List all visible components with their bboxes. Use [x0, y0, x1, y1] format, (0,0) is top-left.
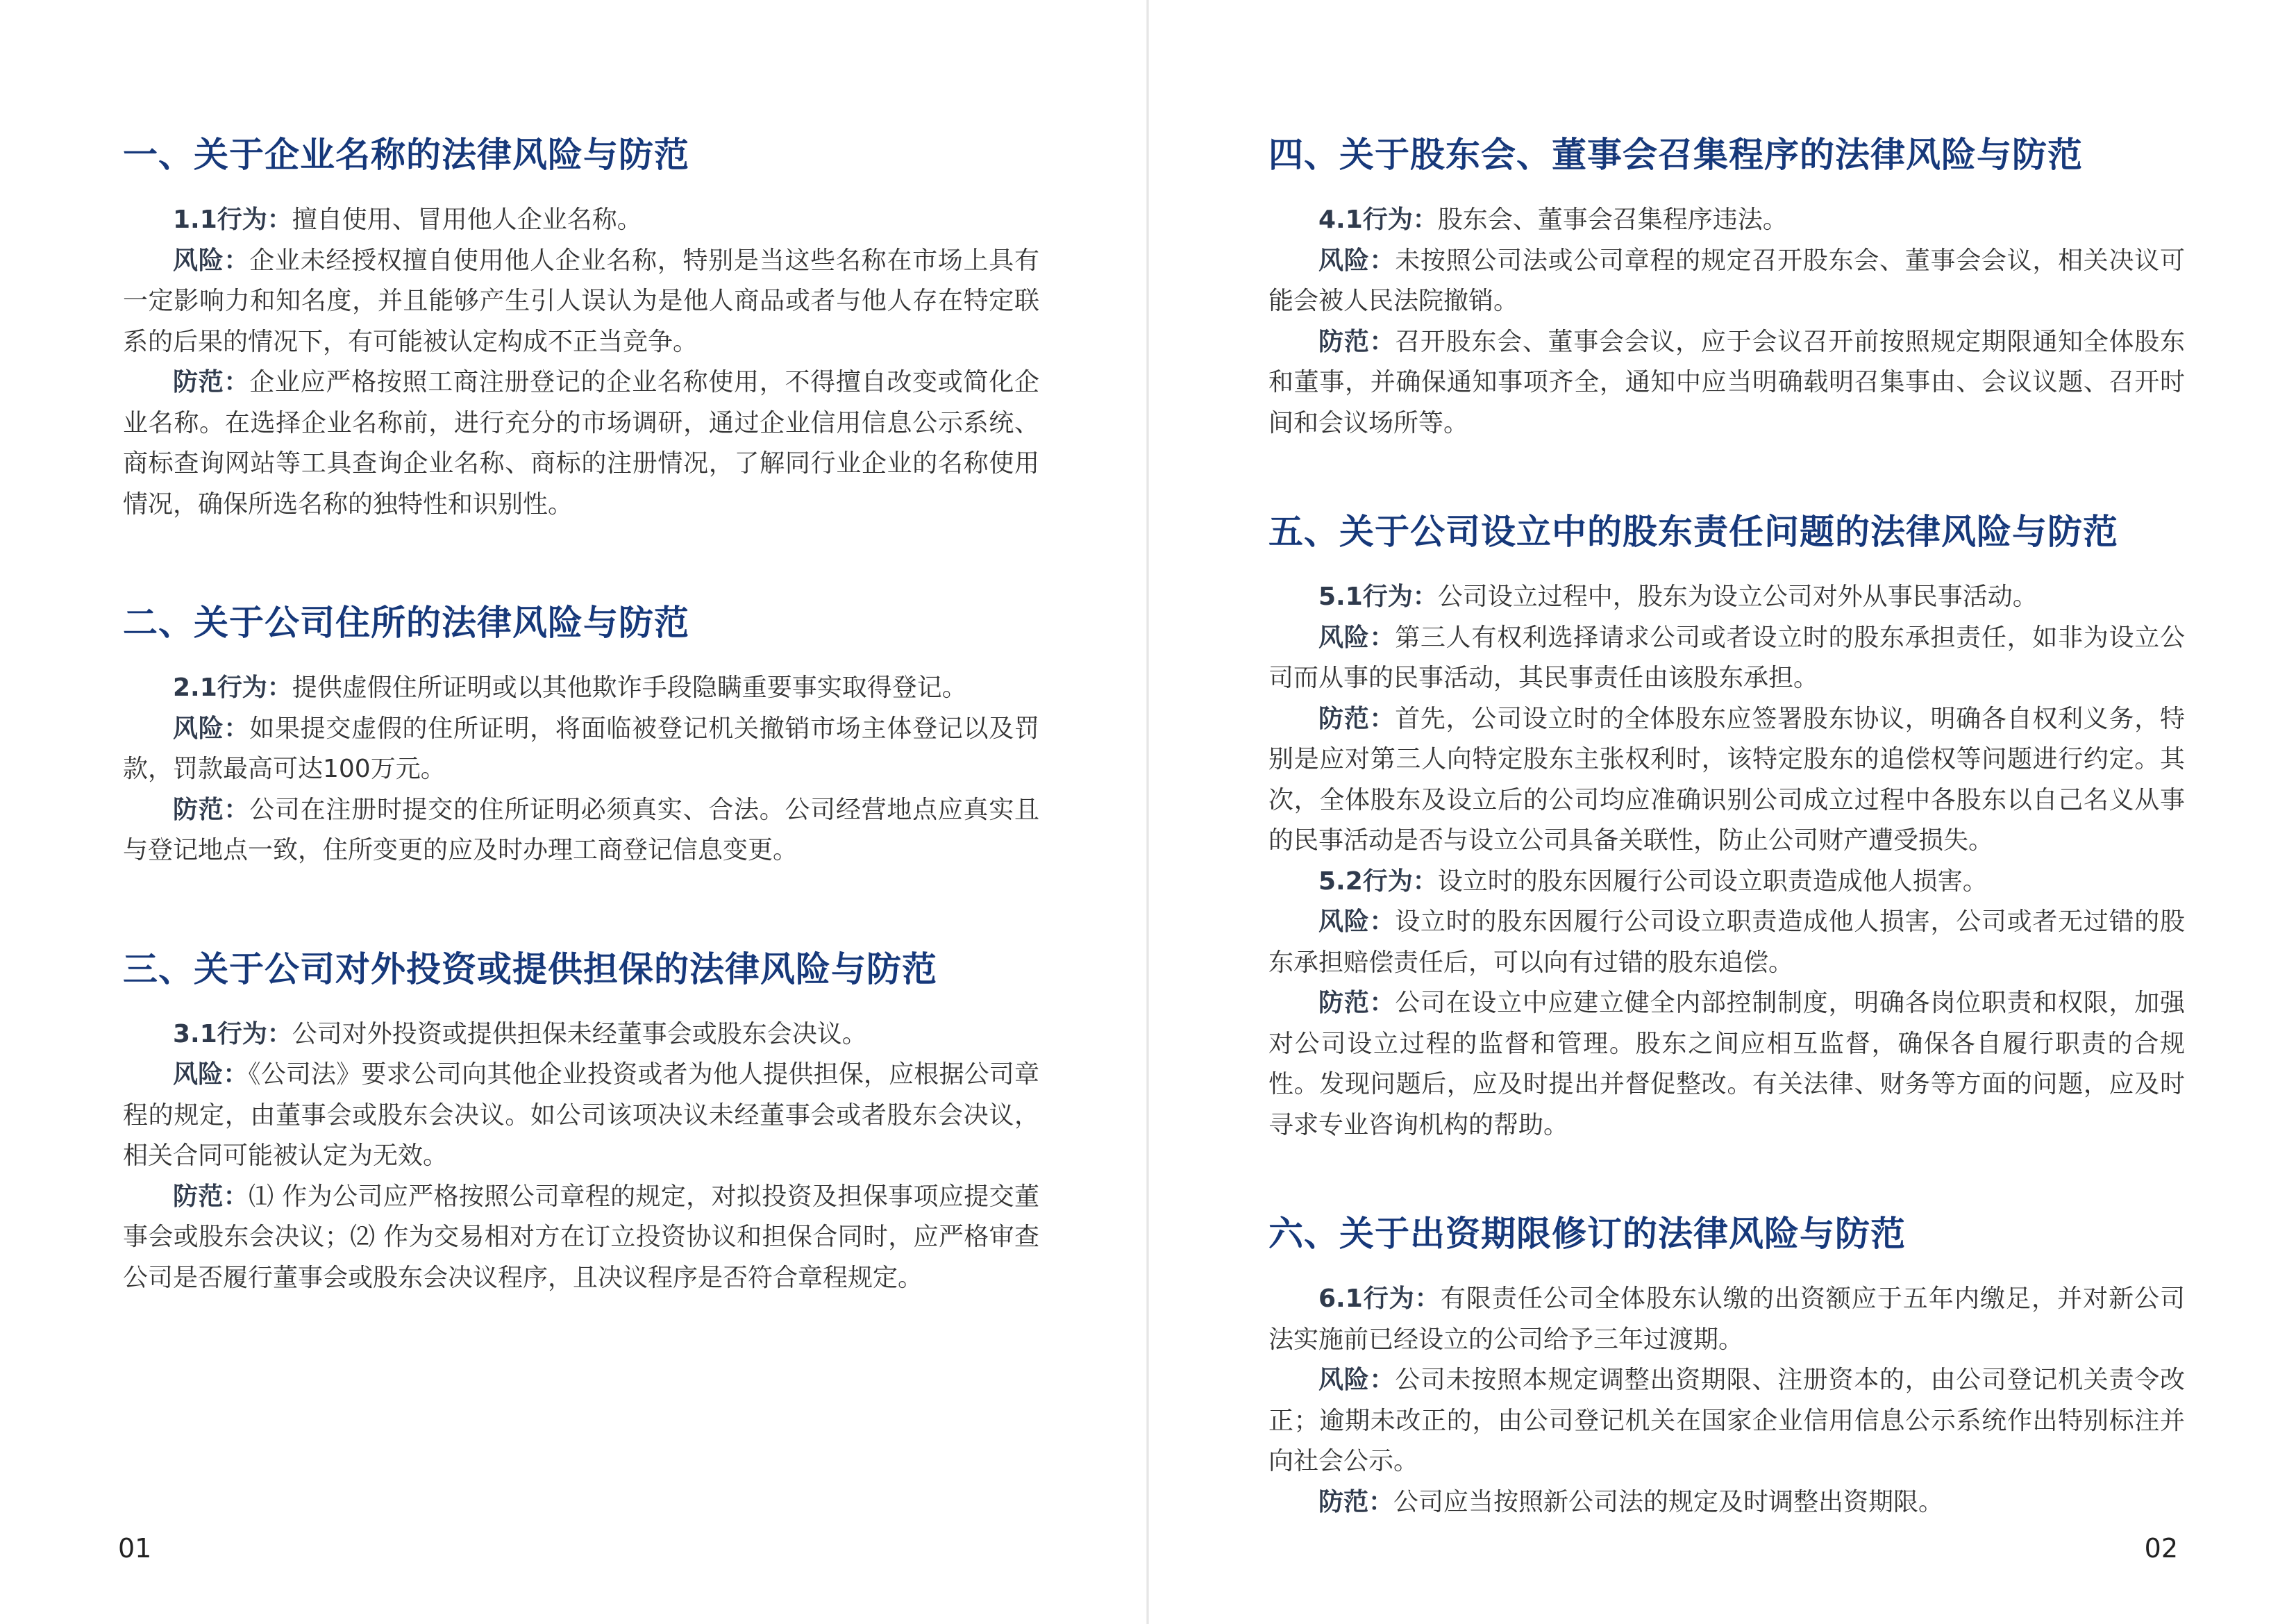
paragraph-label: 防范：	[1318, 989, 1396, 1017]
paragraph-text: 公司对外投资或提供担保未经董事会或股东会决议。	[292, 1019, 867, 1048]
paragraph-text: 股东会、董事会召集程序违法。	[1437, 206, 1788, 234]
left-page-content	[123, 124, 1039, 1298]
paragraph-text: 设立时的股东因履行公司设立职责造成他人损害，公司或者无过错的股东承担赔偿责任后，可以向有过错的股东追偿。	[1268, 907, 2185, 977]
prevention-paragraph	[1268, 699, 2185, 862]
paragraph-text: 召开股东会、董事会会议，应于会议召开前按照规定期限通知全体股东和董事，并确保通知事项齐全，通知中应当明确载明召集事由、会议议题、召开时间和会议场所等。	[1268, 327, 2185, 437]
paragraph-text: 公司应当按照新公司法的规定及时调整出资期限。	[1393, 1487, 1944, 1516]
book-spine	[1146, 0, 1149, 1624]
section-company-name	[123, 124, 1039, 525]
behavior-paragraph	[123, 1014, 1039, 1055]
paragraph-text: ⑴ 作为公司应严格按照公司章程的规定，对拟投资及担保事项应提交董事会或股东会决议；⑵ 作为交易相对方在订立投资协议和担保合同时，应严格审查公司是否履行董事会或股东会决议程序，且决议程序是否符合章程规定。	[123, 1182, 1039, 1292]
paragraph-text: 有限责任公司全体股东认缴的出资额应于五年内缴足，并对新公司法实施前已经设立的公司给予三年过渡期。	[1268, 1284, 2185, 1354]
section-heading: 三、关于公司对外投资或提供担保的法律风险与防范	[123, 948, 937, 989]
prevention-paragraph	[123, 1177, 1039, 1299]
section-heading: 二、关于公司住所的法律风险与防范	[123, 603, 689, 643]
page-number: 01	[118, 1533, 152, 1564]
section-heading: 六、关于出资期限修订的法律风险与防范	[1268, 1214, 1906, 1254]
risk-paragraph	[1268, 1360, 2185, 1482]
paragraph-text: 提供虚假住所证明或以其他欺诈手段隐瞒重要事实取得登记。	[292, 673, 967, 702]
right-page-content	[1268, 124, 2185, 1523]
section-shareholder-liability	[1268, 501, 2185, 1146]
section-heading: 一、关于企业名称的法律风险与防范	[123, 135, 689, 175]
paragraph-text: 设立时的股东因履行公司设立职责造成他人损害。	[1437, 867, 1988, 896]
risk-paragraph	[1268, 618, 2185, 699]
section-heading: 五、关于公司设立中的股东责任问题的法律风险与防范	[1268, 512, 2118, 552]
behavior-paragraph	[123, 200, 1039, 241]
paragraph-label: 风险：	[173, 246, 250, 275]
section-capital-contribution	[1268, 1203, 2185, 1523]
paragraph-label: 4.1行为：	[1318, 206, 1438, 234]
paragraph-label: 防范：	[173, 1182, 249, 1211]
paragraph-label: 风险：	[1318, 1366, 1396, 1394]
risk-paragraph	[1268, 241, 2185, 322]
behavior-paragraph	[123, 668, 1039, 709]
paragraph-text: 首先，公司设立时的全体股东应签署股东协议，明确各自权利义务，特别是应对第三人向特定股东主张权利时，该特定股东的追偿权等问题进行约定。其次，全体股东及设立后的公司均应准确识别公司成立过程中各股东以自己名义从事的民事活动是否与设立公司具备关联性，防止公司财产遭受损失。	[1268, 704, 2185, 855]
paragraph-text: 《公司法》要求公司向其他企业投资或者为他人提供担保，应根据公司章程的规定，由董事会或股东会决议。如公司该项决议未经董事会或者股东会决议，相关合同可能被认定为无效。	[123, 1060, 1039, 1170]
paragraph-text: 企业应严格按照工商注册登记的企业名称使用，不得擅自改变或简化企业名称。在选择企业名称前，进行充分的市场调研，通过企业信用信息公示系统、商标查询网站等工具查询企业名称、商标的注册情况，了解同行业企业的名称使用情况，确保所选名称的独特性和识别性。	[123, 368, 1039, 519]
paragraph-label: 3.1行为：	[173, 1019, 292, 1048]
paragraph-label: 5.1行为：	[1318, 583, 1438, 611]
risk-paragraph	[1268, 902, 2185, 983]
paragraph-label: 防范：	[1318, 1487, 1394, 1516]
paragraph-text: 企业未经授权擅自使用他人企业名称，特别是当这些名称在市场上具有一定影响力和知名度，并且能够产生引人误认为是他人商品或者与他人存在特定联系的后果的情况下，有可能被认定构成不正当竞争。	[123, 246, 1039, 356]
section-company-domicile	[123, 592, 1039, 871]
risk-paragraph	[123, 709, 1039, 790]
paragraph-text: 公司未按照本规定调整出资期限、注册资本的，由公司登记机关责令改正；逾期未改正的，由公司登记机关在国家企业信用信息公示系统作出特别标注并向社会公示。	[1268, 1366, 2185, 1475]
behavior-paragraph	[1268, 1279, 2185, 1360]
prevention-paragraph	[1268, 983, 2185, 1146]
paragraph-label: 5.2行为：	[1318, 867, 1438, 896]
paragraph-label: 防范：	[1318, 327, 1396, 356]
paragraph-label: 风险：	[1318, 623, 1396, 652]
paragraph-label: 风险：	[1318, 907, 1396, 936]
paragraph-text: 公司设立过程中，股东为设立公司对外从事民事活动。	[1437, 583, 2038, 611]
section-meeting-procedure	[1268, 124, 2185, 444]
right-page	[1150, 0, 2296, 1624]
behavior-paragraph	[1268, 862, 2185, 903]
prevention-paragraph	[123, 362, 1039, 525]
paragraph-label: 1.1行为：	[173, 206, 292, 234]
page-number: 02	[2144, 1533, 2178, 1564]
paragraph-text: 第三人有权利选择请求公司或者设立时的股东承担责任，如非为设立公司而从事的民事活动，其民事责任由该股东承担。	[1268, 623, 2185, 692]
paragraph-label: 防范：	[173, 368, 250, 396]
paragraph-text: 擅自使用、冒用他人企业名称。	[292, 206, 642, 234]
prevention-paragraph	[1268, 322, 2185, 444]
risk-paragraph	[123, 1055, 1039, 1177]
left-page	[0, 0, 1147, 1624]
paragraph-text: 未按照公司法或公司章程的规定召开股东会、董事会会议，相关决议可能会被人民法院撤销。	[1268, 246, 2185, 315]
prevention-paragraph	[1268, 1482, 2185, 1523]
prevention-paragraph	[123, 790, 1039, 871]
section-investment-guarantee	[123, 938, 1039, 1299]
paragraph-label: 风险：	[173, 1060, 249, 1089]
paragraph-label: 风险：	[173, 714, 250, 743]
paragraph-text: 公司在注册时提交的住所证明必须真实、合法。公司经营地点应真实且与登记地点一致，住所变更的应及时办理工商登记信息变更。	[123, 795, 1039, 864]
paragraph-text: 公司在设立中应建立健全内部控制制度，明确各岗位职责和权限，加强对公司设立过程的监督和管理。股东之间应相互监督，确保各自履行职责的合规性。发现问题后，应及时提出并督促整改。有关法律、财务等方面的问题，应及时寻求专业咨询机构的帮助。	[1268, 989, 2185, 1139]
paragraph-label: 防范：	[173, 795, 250, 824]
behavior-paragraph	[1268, 200, 2185, 241]
paragraph-text: 如果提交虚假的住所证明，将面临被登记机关撤销市场主体登记以及罚款，罚款最高可达100万元。	[123, 714, 1039, 783]
paragraph-label: 风险：	[1318, 246, 1396, 275]
paragraph-label: 防范：	[1318, 704, 1396, 733]
paragraph-label: 6.1行为：	[1318, 1284, 1441, 1313]
behavior-paragraph	[1268, 577, 2185, 618]
risk-paragraph	[123, 241, 1039, 363]
section-heading: 四、关于股东会、董事会召集程序的法律风险与防范	[1268, 135, 2083, 175]
paragraph-label: 2.1行为：	[173, 673, 292, 702]
